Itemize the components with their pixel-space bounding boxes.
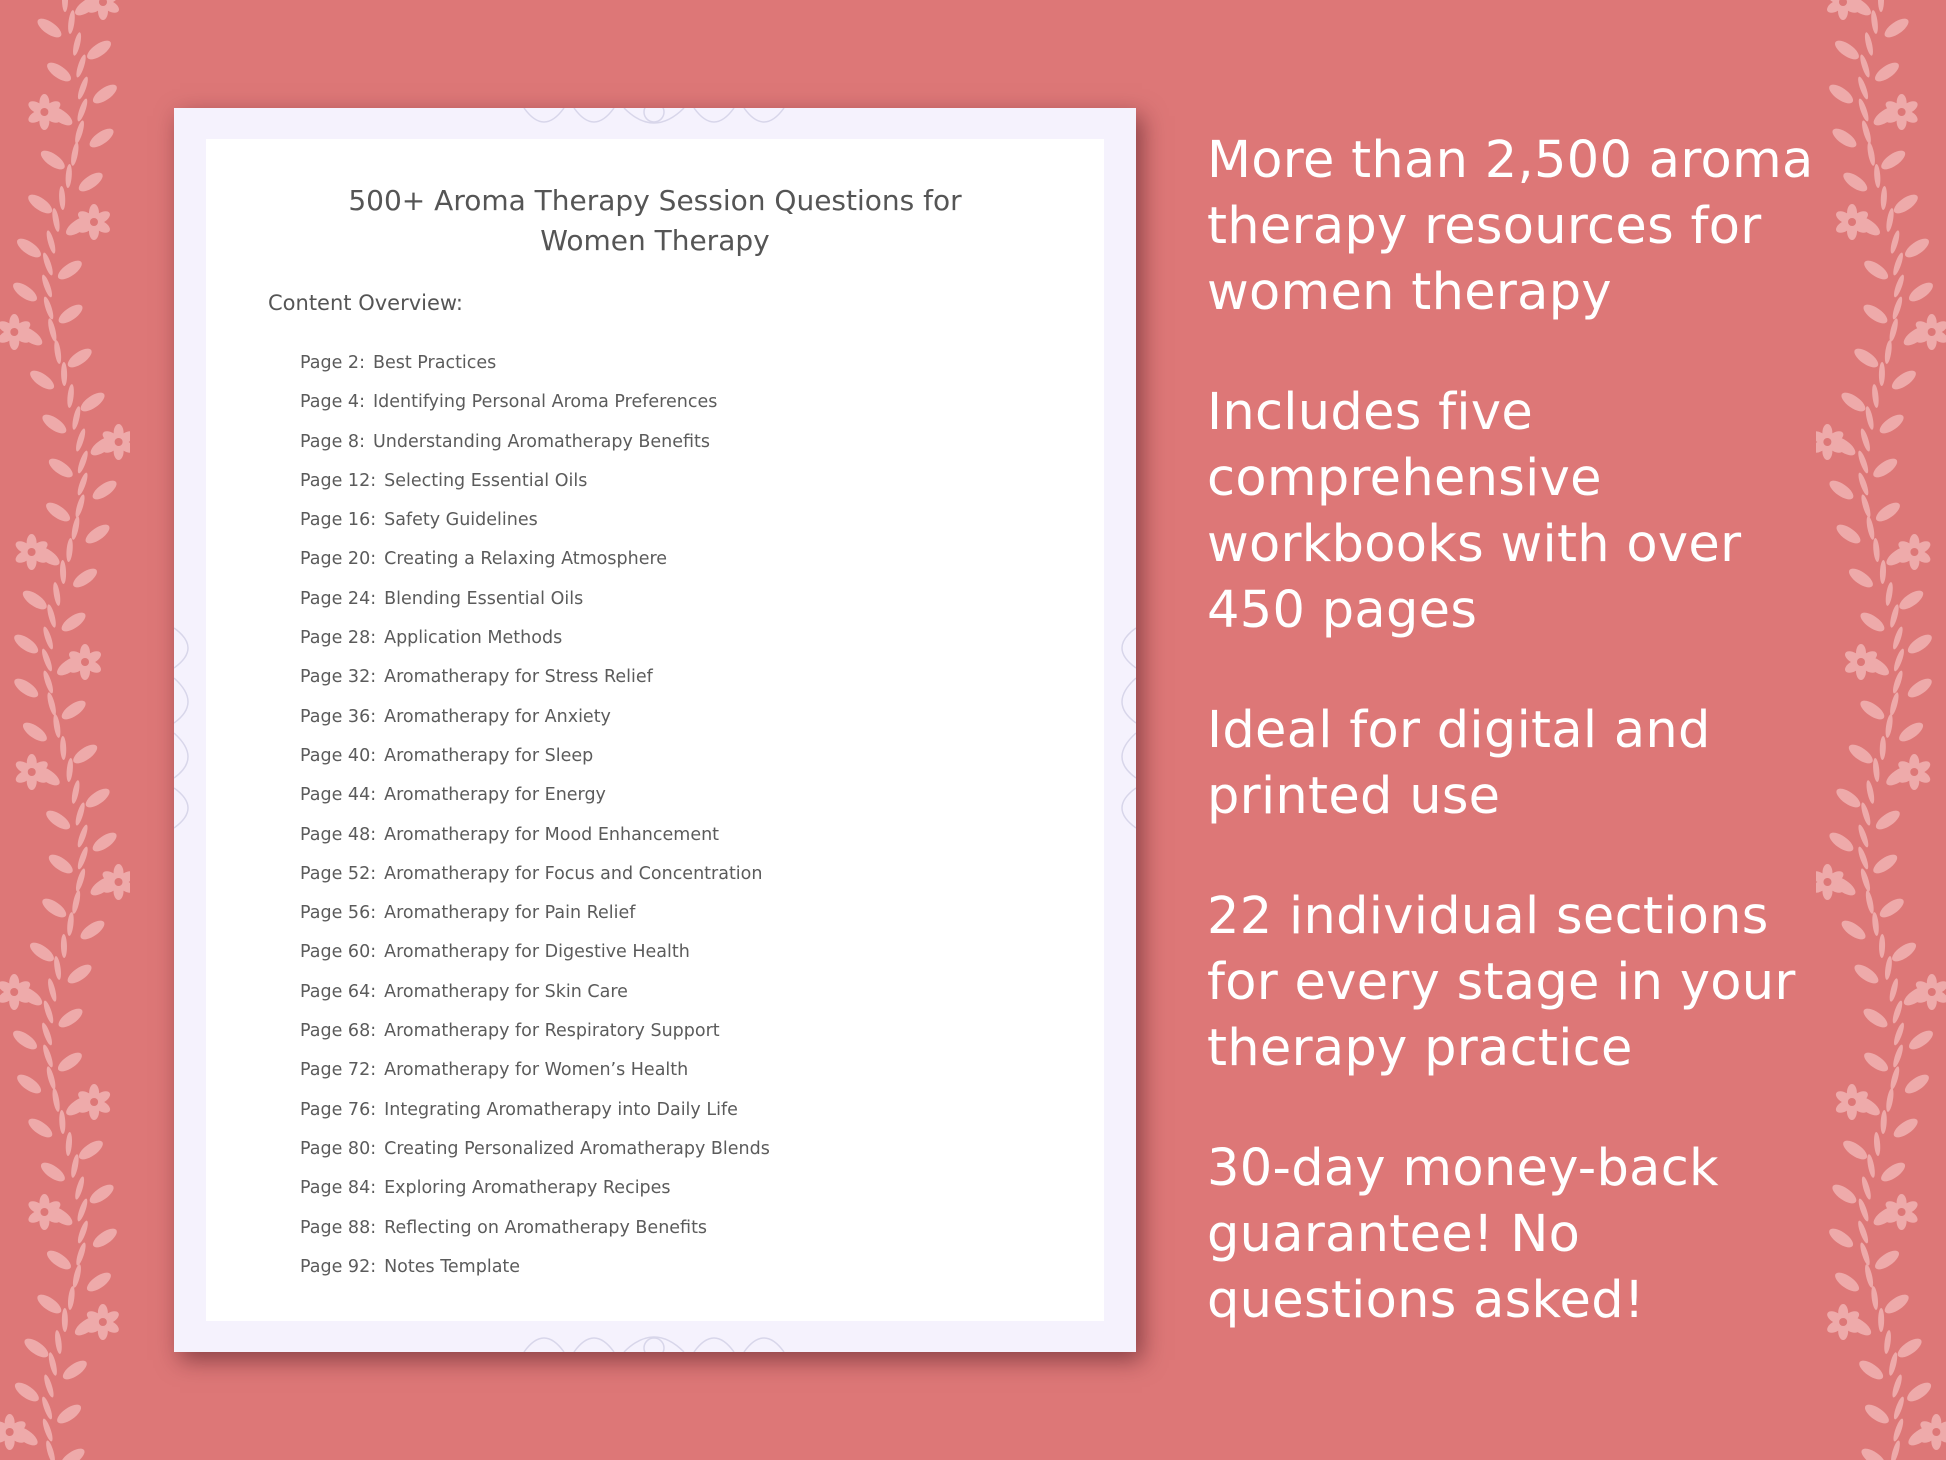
toc-entry — [300, 540, 770, 579]
toc-entry-label: Application Methods — [384, 628, 563, 649]
feature-line: women therapy — [1207, 263, 1612, 322]
floral-vine-left-icon — [0, 0, 130, 1460]
feature-line: 450 pages — [1207, 581, 1478, 640]
toc-entry-label: Aromatherapy for Pain Relief — [384, 903, 636, 924]
toc-page-number: Page 52: — [300, 863, 377, 884]
toc-entry — [300, 816, 770, 855]
toc-entry — [300, 658, 770, 697]
toc-entry — [300, 344, 770, 383]
toc-entry-label: Notes Template — [384, 1256, 521, 1277]
toc-page-number: Page 36: — [300, 706, 377, 727]
toc-page-number: Page 80: — [300, 1138, 377, 1159]
toc-entry-label: Aromatherapy for Skin Care — [384, 981, 628, 1002]
mandala-right-icon — [1105, 608, 1136, 838]
toc-entry — [300, 776, 770, 815]
toc-page-number: Page 84: — [300, 1178, 377, 1199]
toc-entry — [300, 1012, 770, 1051]
feature-text-4 — [1207, 884, 1907, 1082]
toc-entry — [300, 973, 770, 1012]
toc-page-number: Page 24: — [300, 588, 377, 609]
toc-entry — [300, 423, 770, 462]
mandala-top-icon — [504, 108, 804, 139]
toc-entry — [300, 580, 770, 619]
toc-page-number: Page 64: — [300, 981, 377, 1002]
toc-page-number: Page 68: — [300, 1021, 377, 1042]
toc-entry — [300, 855, 770, 894]
toc-page-number: Page 16: — [300, 510, 377, 531]
toc-entry — [300, 737, 770, 776]
toc-entry-label: Aromatherapy for Sleep — [384, 745, 594, 766]
toc-entry-label: Best Practices — [372, 353, 497, 373]
toc-page-number: Page 2: — [300, 353, 365, 373]
toc-page-number: Page 20: — [300, 549, 377, 570]
feature-list — [1207, 128, 1907, 1388]
toc-entry — [300, 1130, 770, 1169]
toc-entry-label: Aromatherapy for Women’s Health — [384, 1060, 689, 1081]
mandala-bottom-icon — [504, 1321, 804, 1352]
toc-page-number: Page 4: — [300, 392, 365, 413]
toc-entry — [300, 1051, 770, 1090]
toc-page-number: Page 60: — [300, 942, 377, 963]
document-title — [206, 181, 1104, 261]
toc-page-number: Page 8: — [300, 431, 365, 452]
toc-entry — [300, 501, 770, 540]
toc-entry — [300, 1091, 770, 1130]
toc-entry — [300, 619, 770, 658]
toc-entry-label: Creating a Relaxing Atmosphere — [384, 549, 668, 570]
feature-line: therapy practice — [1207, 1019, 1633, 1078]
toc-entry — [300, 1209, 770, 1248]
feature-text-3 — [1207, 698, 1907, 830]
feature-line: Ideal for digital and — [1207, 701, 1711, 760]
toc-entry-label: Aromatherapy for Energy — [384, 785, 606, 806]
document-preview — [174, 108, 1136, 1352]
toc-entry-label: Safety Guidelines — [384, 510, 538, 531]
toc-entry — [300, 698, 770, 737]
toc-page-number: Page 76: — [300, 1099, 377, 1120]
toc-entry-label: Aromatherapy for Anxiety — [384, 706, 611, 727]
toc-entry-label: Exploring Aromatherapy Recipes — [384, 1178, 671, 1199]
toc-entry-label: Aromatherapy for Mood Enhancement — [384, 824, 720, 845]
document-title-line-1: 500+ Aroma Therapy Session Questions for — [348, 184, 962, 217]
toc-page-number: Page 32: — [300, 667, 377, 688]
toc-page-number: Page 56: — [300, 903, 377, 924]
toc-page-number: Page 48: — [300, 824, 377, 845]
toc-entry-label: Identifying Personal Aroma Preferences — [372, 392, 718, 413]
mandala-left-icon — [174, 608, 205, 838]
toc-entry-label: Integrating Aromatherapy into Daily Life — [384, 1099, 738, 1120]
toc-page-number: Page 92: — [300, 1256, 377, 1277]
toc-page-number: Page 44: — [300, 785, 377, 806]
feature-line: therapy resources for — [1207, 197, 1762, 256]
toc-page-number: Page 72: — [300, 1060, 377, 1081]
feature-text-5 — [1207, 1136, 1907, 1334]
feature-line: for every stage in your — [1207, 953, 1796, 1012]
feature-line: comprehensive — [1207, 449, 1602, 508]
toc-entry-label: Aromatherapy for Digestive Health — [384, 942, 690, 963]
table-of-contents — [300, 344, 770, 1287]
toc-entry-label: Blending Essential Oils — [384, 588, 584, 609]
toc-page-number: Page 28: — [300, 628, 377, 649]
feature-line: Includes five — [1207, 383, 1534, 442]
feature-line: More than 2,500 aroma — [1207, 131, 1814, 190]
content-overview-label: Content Overview: — [268, 291, 463, 315]
toc-entry-label: Aromatherapy for Focus and Concentration — [384, 863, 763, 884]
toc-entry-label: Understanding Aromatherapy Benefits — [372, 431, 711, 452]
toc-entry-label: Creating Personalized Aromatherapy Blends — [384, 1138, 770, 1159]
toc-entry — [300, 383, 770, 422]
toc-entry-label: Aromatherapy for Stress Relief — [384, 667, 653, 688]
feature-line: workbooks with over — [1207, 515, 1742, 574]
feature-line: guarantee! No — [1207, 1205, 1581, 1264]
feature-line: printed use — [1207, 767, 1501, 826]
toc-page-number: Page 88: — [300, 1217, 377, 1238]
toc-entry — [300, 1248, 770, 1287]
toc-entry-label: Reflecting on Aromatherapy Benefits — [384, 1217, 708, 1238]
feature-line: 30-day money-back — [1207, 1139, 1719, 1198]
document-title-line-2: Women Therapy — [540, 224, 770, 257]
toc-entry — [300, 894, 770, 933]
toc-page-number: Page 12: — [300, 470, 377, 491]
toc-entry — [300, 1169, 770, 1208]
toc-entry-label: Aromatherapy for Respiratory Support — [384, 1021, 720, 1042]
toc-entry — [300, 462, 770, 501]
feature-text-2 — [1207, 380, 1907, 644]
toc-page-number: Page 40: — [300, 745, 377, 766]
toc-entry-label: Selecting Essential Oils — [384, 470, 588, 491]
toc-entry — [300, 933, 770, 972]
feature-text-1 — [1207, 128, 1907, 326]
document-page — [206, 139, 1104, 1321]
feature-line: 22 individual sections — [1207, 887, 1769, 946]
feature-line: questions asked! — [1207, 1271, 1645, 1330]
